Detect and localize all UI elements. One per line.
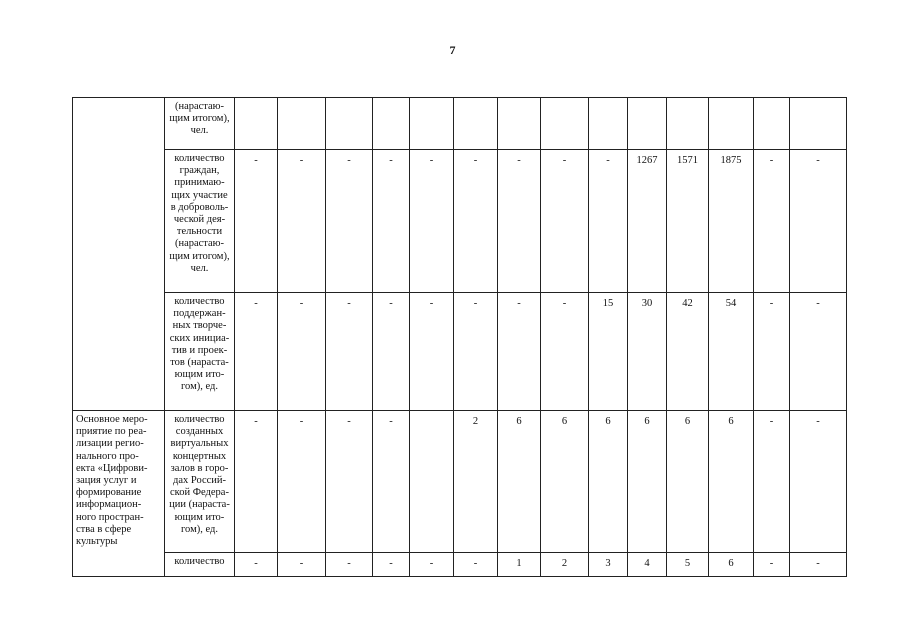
indicator-line: количество	[174, 153, 225, 164]
value-cell	[790, 98, 847, 150]
value-cell	[589, 98, 628, 150]
indicator-line: концертных	[172, 450, 227, 462]
value-cell: 6	[498, 411, 541, 553]
section-line: зация услуг и	[76, 475, 137, 487]
indicator-line: щим итогом),	[169, 250, 230, 262]
value-cell	[667, 98, 709, 150]
value-cell: -	[373, 150, 410, 293]
value-cell: -	[541, 293, 589, 411]
indicator-line: (нарастаю-	[174, 238, 225, 250]
indicator-line: в доброволь-	[170, 201, 229, 213]
value-cell: -	[326, 150, 373, 293]
value-cell: -	[278, 553, 326, 577]
indicator-line: щих участие	[171, 189, 228, 201]
section-line: нального про-	[76, 450, 139, 462]
indicator-line: количество	[174, 556, 225, 567]
value-cell: -	[454, 150, 498, 293]
indicator-line: ющим ито-	[174, 511, 225, 523]
indicator-line: виртуальных	[170, 438, 229, 450]
section-line: ства в сфере	[76, 523, 132, 535]
indicator-line: ской Федера-	[170, 487, 229, 499]
value-cell: 1267	[628, 150, 667, 293]
section-line: формирование	[76, 487, 142, 499]
value-cell: -	[278, 411, 326, 553]
indicators-table	[72, 97, 847, 577]
value-cell: 1571	[667, 150, 709, 293]
indicator-line: тов (нараста-	[170, 357, 229, 369]
section-cell	[73, 98, 165, 411]
indicator-cell	[165, 150, 235, 293]
value-cell: 6	[628, 411, 667, 553]
indicator-cell	[165, 411, 235, 553]
indicator-line: ных творче-	[172, 320, 227, 332]
value-cell: -	[454, 293, 498, 411]
value-cell: -	[326, 293, 373, 411]
section-line: ного простран-	[76, 511, 144, 523]
value-cell: -	[790, 293, 847, 411]
indicator-line: количество	[174, 414, 225, 425]
value-cell: 6	[667, 411, 709, 553]
indicator-line: (нарастаю-	[174, 101, 225, 112]
value-cell: -	[326, 411, 373, 553]
indicator-cell	[165, 98, 235, 150]
page-number: 7	[449, 43, 456, 57]
value-cell: -	[410, 293, 454, 411]
indicator-line: поддержан-	[173, 308, 226, 320]
value-cell: 3	[589, 553, 628, 577]
value-cell: -	[410, 150, 454, 293]
value-cell: -	[498, 293, 541, 411]
value-cell	[410, 98, 454, 150]
indicator-line: граждан,	[179, 165, 220, 177]
value-cell: -	[373, 553, 410, 577]
value-cell: -	[754, 553, 790, 577]
value-cell	[373, 98, 410, 150]
value-cell	[326, 98, 373, 150]
value-cell	[541, 98, 589, 150]
value-cell: -	[373, 293, 410, 411]
section-line: информацион-	[76, 499, 142, 511]
section-line: культуры	[76, 536, 118, 548]
value-cell: -	[410, 553, 454, 577]
indicator-line: ции (нараста-	[169, 499, 230, 511]
value-cell: -	[541, 150, 589, 293]
value-cell: -	[498, 150, 541, 293]
value-cell: -	[235, 411, 278, 553]
indicator-line: чел.	[190, 262, 209, 274]
value-cell: 1875	[709, 150, 754, 293]
value-cell: 2	[541, 553, 589, 577]
value-cell: 1	[498, 553, 541, 577]
value-cell: 4	[628, 553, 667, 577]
table-row	[73, 411, 847, 553]
indicator-line: созданных	[175, 426, 224, 438]
indicator-line: чел.	[190, 125, 209, 137]
section-line: Основное меро-	[76, 414, 148, 425]
indicator-line: щим итогом),	[169, 113, 230, 125]
value-cell	[754, 98, 790, 150]
value-cell: 5	[667, 553, 709, 577]
value-cell: -	[754, 411, 790, 553]
indicator-line: ющим ито-	[174, 369, 225, 381]
value-cell	[709, 98, 754, 150]
value-cell	[454, 98, 498, 150]
value-cell	[628, 98, 667, 150]
indicator-line: гом), ед.	[181, 523, 218, 535]
indicator-line: принимаю-	[174, 177, 225, 189]
value-cell: 15	[589, 293, 628, 411]
value-cell: 6	[709, 553, 754, 577]
indicator-line: ческой дея-	[173, 214, 226, 226]
value-cell: -	[589, 150, 628, 293]
indicator-line: залов в горо-	[170, 462, 229, 474]
section-line: лизации регио-	[76, 438, 144, 450]
value-cell: -	[235, 150, 278, 293]
value-cell: -	[235, 553, 278, 577]
value-cell: -	[790, 411, 847, 553]
value-cell: 54	[709, 293, 754, 411]
section-line: приятие по реа-	[76, 426, 147, 438]
value-cell: -	[278, 293, 326, 411]
value-cell: -	[790, 150, 847, 293]
value-cell	[278, 98, 326, 150]
indicator-line: ских инициа-	[169, 332, 230, 344]
indicator-cell	[165, 293, 235, 411]
table-row	[73, 293, 847, 411]
value-cell: 6	[589, 411, 628, 553]
value-cell: 6	[709, 411, 754, 553]
value-cell: -	[454, 553, 498, 577]
section-line: екта «Цифрови-	[76, 462, 148, 474]
indicator-line: дах Россий-	[172, 475, 227, 487]
value-cell: -	[754, 293, 790, 411]
value-cell: 30	[628, 293, 667, 411]
value-cell: -	[373, 411, 410, 553]
table-row	[73, 150, 847, 293]
value-cell: -	[326, 553, 373, 577]
table-row	[73, 553, 847, 577]
table-row	[73, 98, 847, 150]
value-cell: -	[790, 553, 847, 577]
section-cell	[73, 411, 165, 577]
value-cell	[410, 411, 454, 553]
indicator-line: гом), ед.	[181, 381, 218, 393]
indicator-line: тельности	[176, 226, 223, 238]
indicator-line: тив и проек-	[171, 344, 228, 356]
value-cell: 6	[541, 411, 589, 553]
value-cell: -	[754, 150, 790, 293]
value-cell	[235, 98, 278, 150]
value-cell: 2	[454, 411, 498, 553]
value-cell: 42	[667, 293, 709, 411]
indicator-line: количество	[174, 296, 225, 307]
value-cell	[498, 98, 541, 150]
indicator-cell	[165, 553, 235, 577]
value-cell: -	[235, 293, 278, 411]
value-cell: -	[278, 150, 326, 293]
